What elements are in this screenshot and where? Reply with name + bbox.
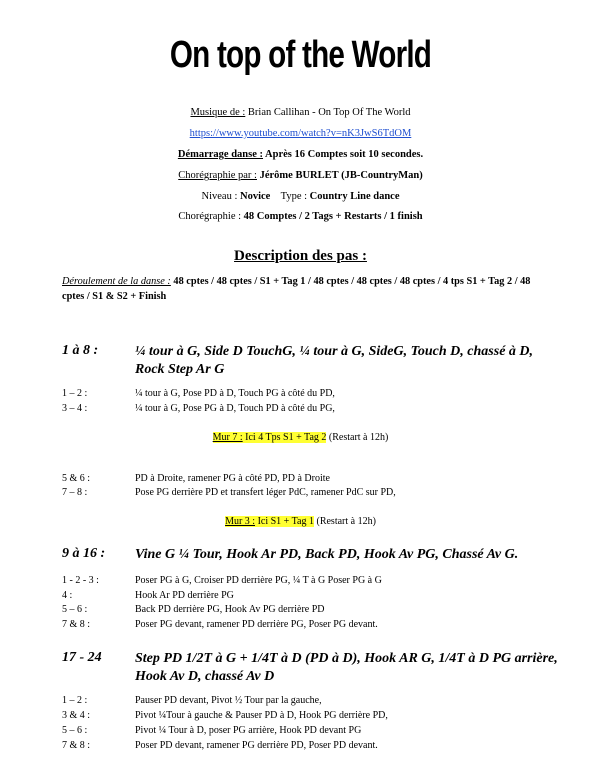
step-text: ¼ tour à G, Pose PG à D, Touch PD à côté du PG, xyxy=(135,403,335,414)
musique-line xyxy=(0,107,601,118)
step-text: Poser PG à G, Croiser PD derrière PG, ¼ T à G Poser PG à G xyxy=(135,575,382,586)
step-count: 1 - 2 - 3 : xyxy=(62,575,99,586)
demarrage-value: Après 16 Comptes soit 10 secondes. xyxy=(263,149,424,160)
step-row xyxy=(62,619,378,632)
step-row xyxy=(62,388,335,401)
note-text: Ici 4 Tps S1 + Tag 2 xyxy=(242,432,327,443)
block2-counts: 9 à 16 : xyxy=(62,546,106,561)
step-count: 5 & 6 : xyxy=(62,473,91,484)
step-count: 5 – 6 : xyxy=(62,725,88,736)
choregraphie-label: Chorégraphie par : xyxy=(178,170,257,181)
chore-value: 48 Comptes / 2 Tags + Restarts / 1 finish xyxy=(243,211,423,222)
demarrage-line xyxy=(0,149,601,160)
demarrage-label: Démarrage danse : xyxy=(177,149,264,160)
note-extra: (Restart à 12h) xyxy=(326,432,389,443)
deroulement-label: Déroulement de la danse : xyxy=(62,276,171,287)
block3-title: Step PD 1/2T à G + 1/4T à D (PD à D), Hook AR G, 1/4T à D PG arrière, Hook Av D, chassé Av D xyxy=(135,651,558,684)
restart-note-mur3 xyxy=(0,516,601,527)
chore-label: Chorégraphie : xyxy=(178,211,244,222)
restart-note-mur7 xyxy=(0,432,601,443)
step-count: 3 & 4 : xyxy=(62,710,91,721)
note-mur-label: Mur 3 : xyxy=(225,516,256,527)
choregraphie-value: Jérôme BURLET (JB-CountryMan) xyxy=(256,170,423,181)
choregraphie-line xyxy=(0,170,601,181)
url-line xyxy=(0,128,601,139)
step-row xyxy=(62,725,361,738)
niveau-label: Niveau : xyxy=(201,191,240,202)
step-text: Pose PG derrière PD et transfert léger PdC, ramener PdC sur PD, xyxy=(135,487,396,498)
step-text: Back PD derrière PG, Hook Av PG derrière PD xyxy=(135,604,325,615)
musique-value: Brian Callihan - On Top Of The World xyxy=(245,107,411,118)
niveau-value: Novice xyxy=(240,191,271,202)
step-count: 7 & 8 : xyxy=(62,619,91,630)
chore-line xyxy=(0,211,601,222)
note-text: Ici S1 + Tag 1 xyxy=(255,516,314,527)
step-text: Hook Ar PD derrière PG xyxy=(135,590,234,601)
step-count: 1 – 2 : xyxy=(62,695,88,706)
step-row xyxy=(62,403,335,416)
step-text: Pauser PD devant, Pivot ½ Tour par la gauche, xyxy=(135,695,322,706)
step-count: 5 – 6 : xyxy=(62,604,88,615)
block3-counts: 17 - 24 xyxy=(62,650,102,665)
step-text: Poser PD devant, ramener PG derrière PD, Poser PD devant. xyxy=(135,740,378,751)
step-count: 7 & 8 : xyxy=(62,740,91,751)
note-mur-label: Mur 7 : xyxy=(212,432,243,443)
step-count: 1 – 2 : xyxy=(62,388,88,399)
description-title: Description des pas : xyxy=(234,248,367,264)
step-text: Pivot ¼Tour à gauche & Pauser PD à D, Hook PG derrière PD, xyxy=(135,710,388,721)
step-count: 3 – 4 : xyxy=(62,403,88,414)
type-label: Type : xyxy=(270,191,310,202)
step-text: ¼ tour à G, Pose PD à D, Touch PG à côté du PD, xyxy=(135,388,335,399)
deroulement xyxy=(62,274,542,304)
step-row xyxy=(62,590,234,603)
note-extra: (Restart à 12h) xyxy=(313,516,376,527)
deroulement-value: 48 cptes / 48 cptes / S1 + Tag 1 / 48 cptes / 48 cptes / 48 cptes / 4 tps S1 + Tag 2 / 48 cptes / S1 & S2 + Finish xyxy=(62,276,531,302)
step-text: PD à Droite, ramener PG à côté PD, PD à Droite xyxy=(135,473,330,484)
type-value: Country Line dance xyxy=(309,191,400,202)
step-count: 7 – 8 : xyxy=(62,487,88,498)
block1-title: ¼ tour à G, Side D TouchG, ¼ tour à G, SideG, Touch D, chassé à D, Rock Step Ar G xyxy=(135,344,534,377)
step-row xyxy=(62,740,378,753)
step-text: Poser PG devant, ramener PD derrière PG, Poser PG devant. xyxy=(135,619,378,630)
step-row xyxy=(62,604,325,617)
block1-counts: 1 à 8 : xyxy=(62,343,99,358)
step-row xyxy=(62,473,330,486)
step-row xyxy=(62,695,322,708)
youtube-link[interactable]: https://www.youtube.com/watch?v=nK3JwS6TdOM xyxy=(189,128,412,139)
page-title: On top of the World xyxy=(169,34,432,76)
step-row xyxy=(62,487,396,500)
musique-label: Musique de : xyxy=(190,107,246,118)
step-row xyxy=(62,575,382,588)
block2-title: Vine G ¼ Tour, Hook Ar PD, Back PD, Hook Av PG, Chassé Av G. xyxy=(135,547,519,562)
step-text: Pivot ¼ Tour à D, poser PG arrière, Hook PD devant PG xyxy=(135,725,362,736)
step-count: 4 : xyxy=(62,590,73,601)
step-row xyxy=(62,710,388,723)
niveau-line xyxy=(0,191,601,202)
